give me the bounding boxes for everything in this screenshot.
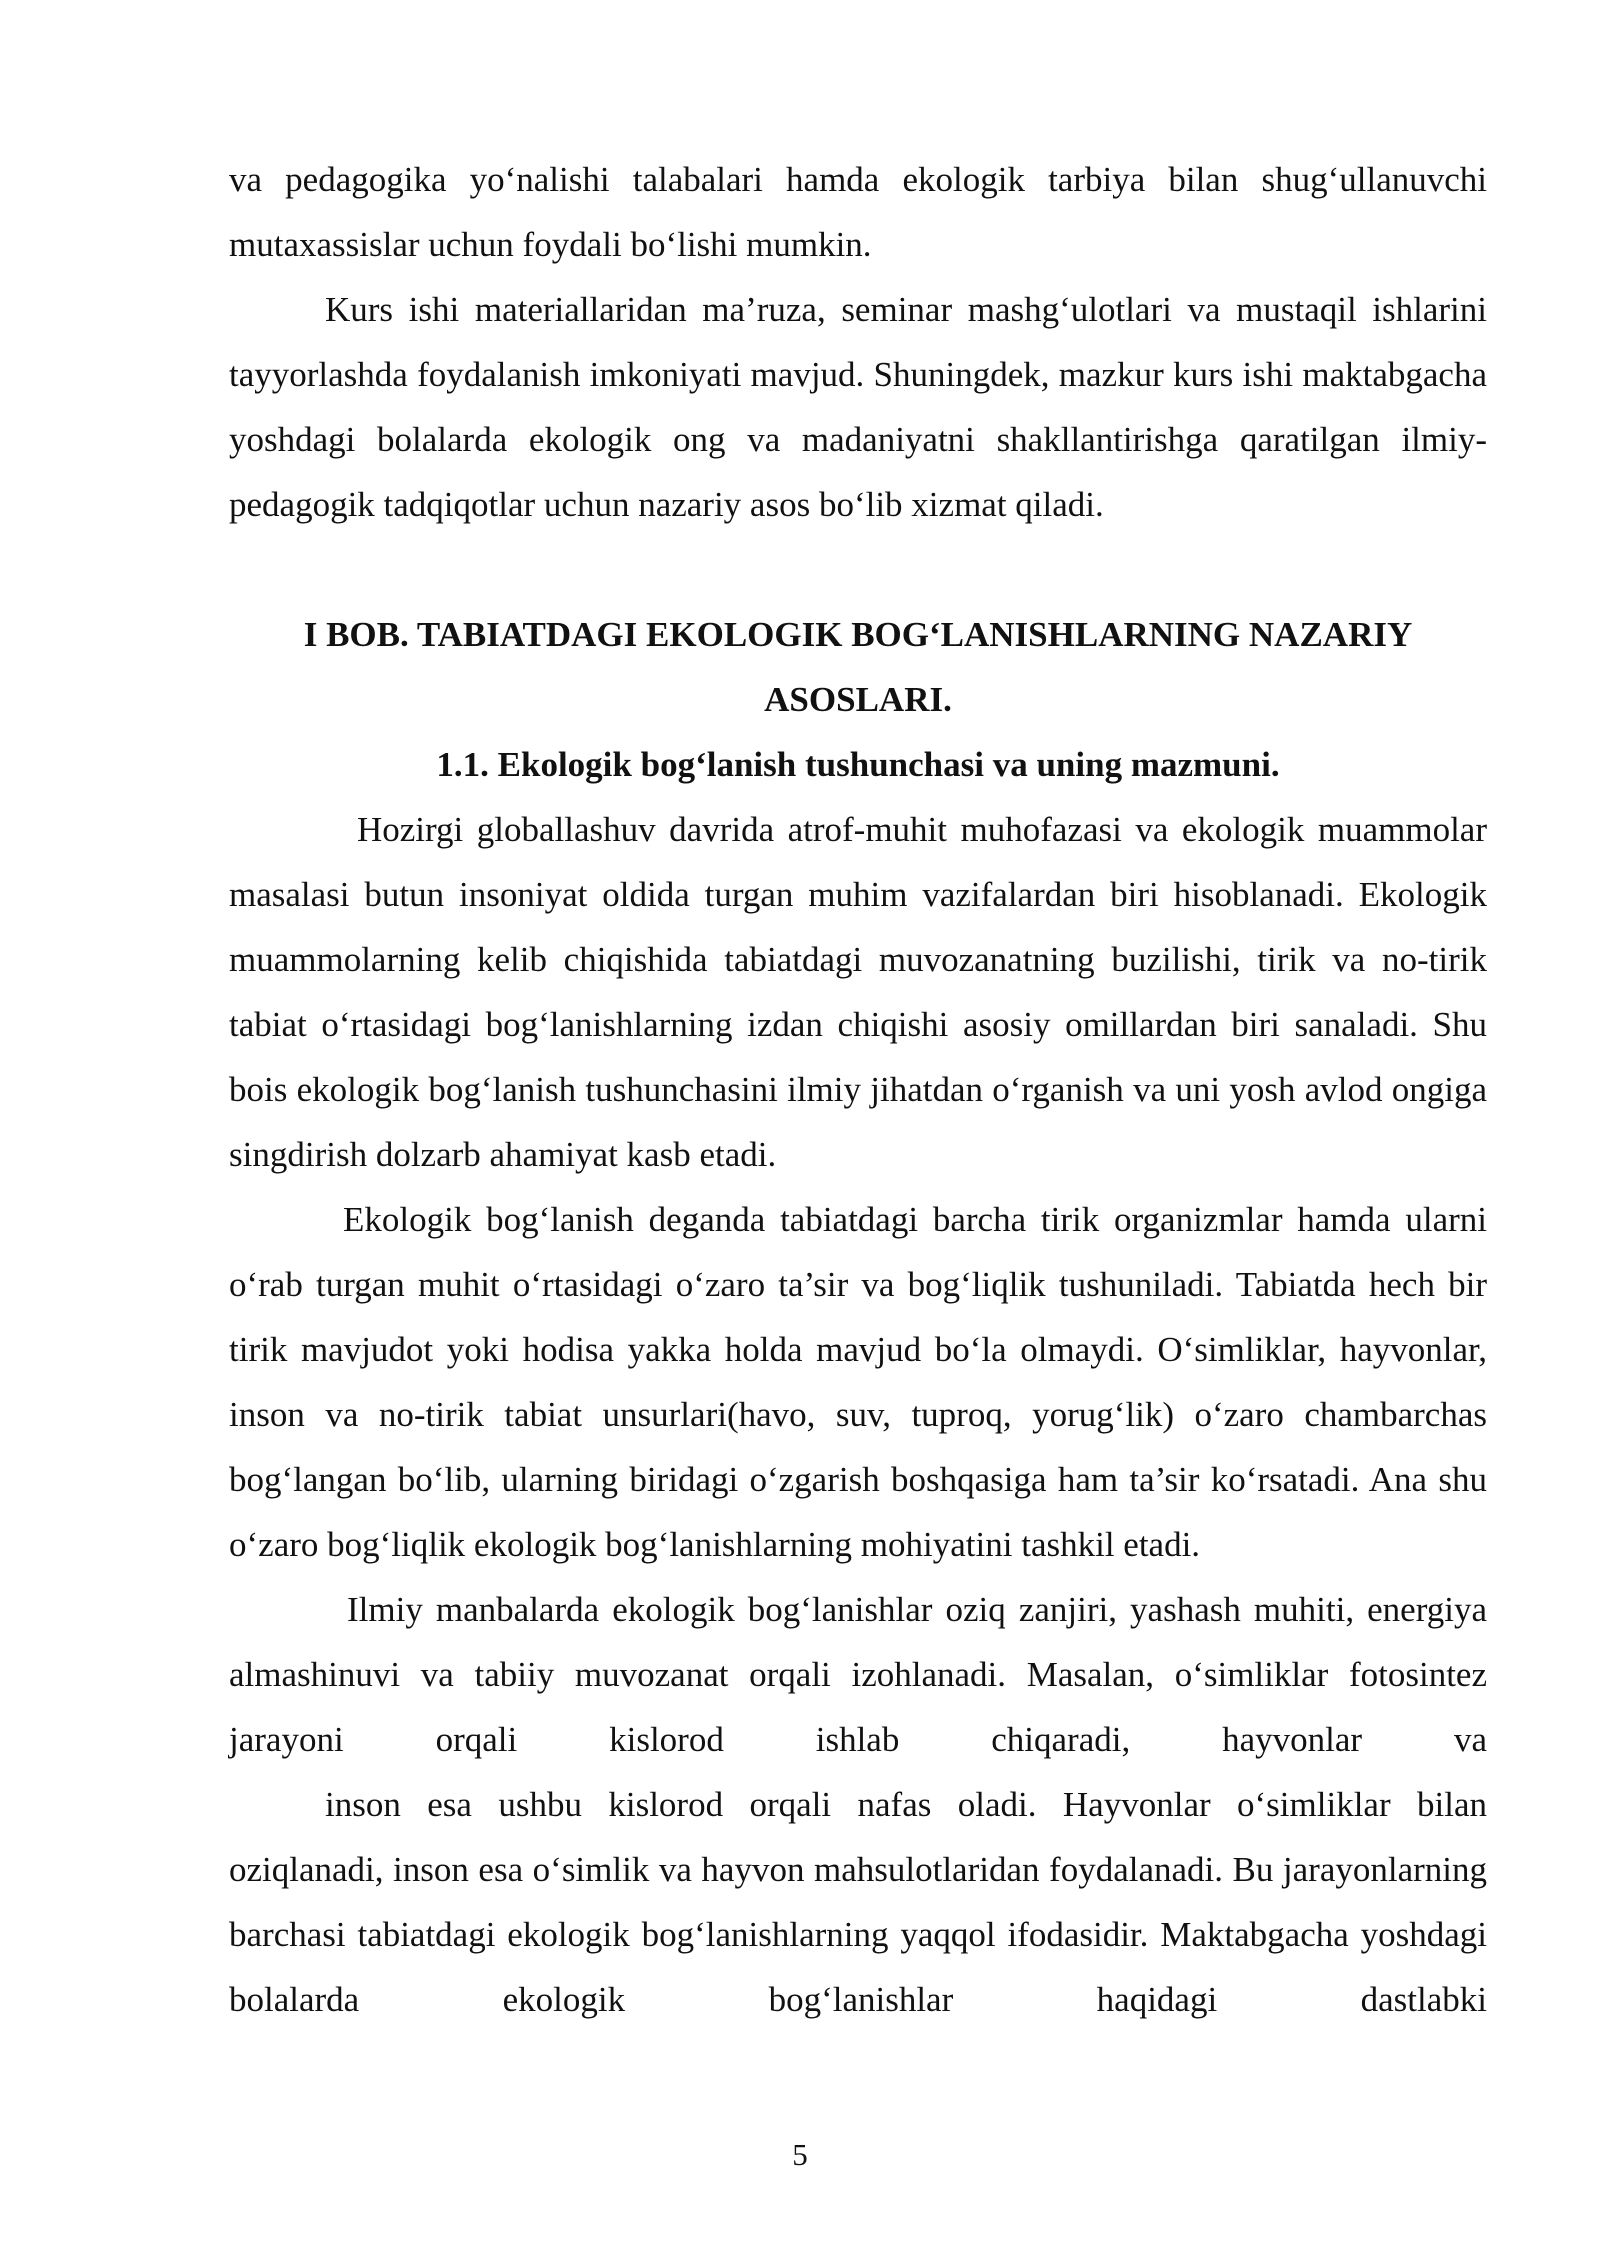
paragraph-continuation: va pedagogika yo‘nalishi talabalari hamda ekologik tarbiya bilan shug‘ullanuvchi mutaxassislar uchun foydali bo‘lishi mumkin. — [229, 160, 1487, 264]
section-heading: 1.1. Ekologik bog‘lanish tushunchasi va uning mazmuni. — [436, 745, 1280, 784]
chapter-heading-line-1: I BOB. TABIATDAGI EKOLOGIK BOG‘LANISHLARNING NAZARIY — [303, 615, 1413, 654]
paragraph-course-materials: Kurs ishi materiallaridan ma’ruza, seminar mashg‘ulotlari va mustaqil ishlarini tayyorlashda foydalanish imkoniyati mavjud. Shuningdek, mazkur kurs ishi maktabgacha yoshdagi bolalarda ekologik ong va madaniyatni shakllantirishga qaratilgan ilmiy-pedagogik tadqiqotlar uchun nazariy asos bo‘lib xizmat qiladi. — [229, 290, 1487, 524]
paragraph-scientific-sources: Ilmiy manbalarda ekologik bog‘lanishlar oziq zanjiri, yashash muhiti, energiya almashinuvi va tabiiy muvozanat orqali izohlanadi. Masalan, o‘simliklar fotosintez jarayoni orqali kislorod ishlab chiqaradi, hayvonlar va — [229, 1590, 1487, 1759]
chapter-heading-line-2: ASOSLARI. — [764, 680, 952, 719]
page-body — [229, 147, 1487, 2032]
paragraph-ecological-link-definition: Ekologik bog‘lanish deganda tabiatdagi barcha tirik organizmlar hamda ularni o‘rab turgan muhit o‘rtasidagi o‘zaro ta’sir va bog‘liqlik tushuniladi. Tabiatda hech bir tirik mavjudot yoki hodisa yakka holda mavjud bo‘la olmaydi. O‘simliklar, hayvonlar, inson va no-tirik tabiat unsurlari(havo, suv, tuproq, yorug‘lik) o‘zaro chambarchas bog‘langan bo‘lib, ularning biridagi o‘zgarish boshqasiga ham ta’sir ko‘rsatadi. Ana shu o‘zaro bog‘liqlik ekologik bog‘lanishlarning mohiyatini tashkil etadi. — [229, 1200, 1487, 1564]
paragraph-oxygen-cycle: inson esa ushbu kislorod orqali nafas oladi. Hayvonlar o‘simliklar bilan oziqlanadi, inson esa o‘simlik va hayvon mahsulotlaridan foydalanadi. Bu jarayonlarning barchasi tabiatdagi ekologik bog‘lanishlarning yaqqol ifodasidir. Maktabgacha yoshdagi bolalarda ekologik bog‘lanishlar haqidagi dastlabki — [229, 1785, 1487, 2019]
paragraph-globalization: Hozirgi globallashuv davrida atrof-muhit muhofazasi va ekologik muammolar masalasi butun insoniyat oldida turgan muhim vazifalardan biri hisoblanadi. Ekologik muammolarning kelib chiqishida tabiatdagi muvozanatning buzilishi, tirik va no-tirik tabiat o‘rtasidagi bog‘lanishlarning izdan chiqishi asosiy omillardan biri sanaladi. Shu bois ekologik bog‘lanish tushunchasini ilmiy jihatdan o‘rganish va uni yosh avlod ongiga singdirish dolzarb ahamiyat kasb etadi. — [229, 810, 1487, 1174]
page-number: 5 — [792, 2137, 808, 2172]
